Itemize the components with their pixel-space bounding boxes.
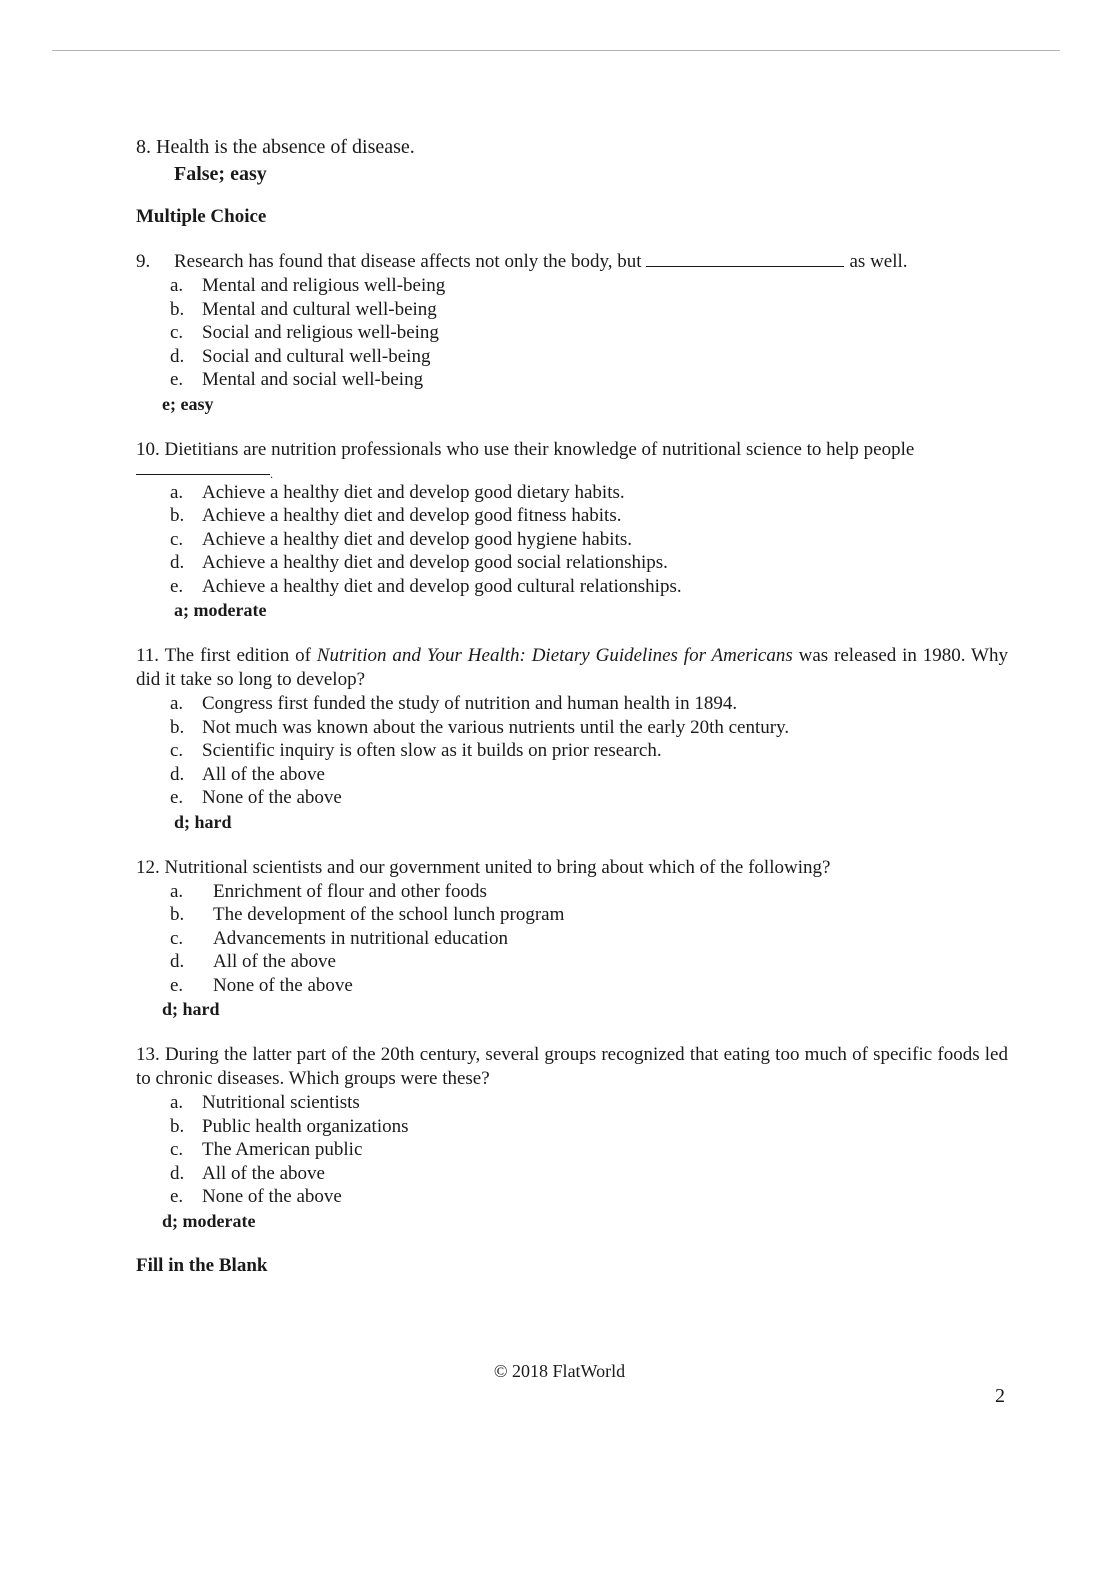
option-letter: a. — [170, 275, 184, 296]
option-d — [136, 345, 1008, 369]
option-text: All of the above — [213, 951, 336, 972]
option-d — [136, 950, 1008, 974]
option-a — [136, 880, 1008, 904]
option-text: All of the above — [202, 1162, 325, 1184]
option-text: Achieve a healthy diet and develop good hygiene habits. — [202, 528, 633, 550]
question-11-answer: d; hard — [174, 811, 232, 832]
option-letter: c. — [170, 1139, 184, 1160]
question-number: 13. — [136, 1044, 160, 1065]
option-c — [136, 321, 1008, 345]
option-text: Social and cultural well-being — [202, 345, 431, 367]
question-10-stem — [136, 438, 1008, 462]
option-letter: d. — [170, 1162, 185, 1184]
question-12-answer: d; hard — [162, 999, 220, 1019]
option-letter: c. — [170, 740, 184, 761]
question-13-answer: d; moderate — [162, 1210, 256, 1231]
option-text: Achieve a healthy diet and develop good dietary habits. — [202, 481, 625, 503]
option-letter: a. — [170, 1092, 184, 1113]
option-text: Enrichment of flour and other foods — [213, 880, 487, 902]
option-letter: d. — [170, 951, 185, 972]
option-letter: c. — [170, 927, 184, 949]
option-c — [136, 739, 1008, 763]
option-letter: e. — [170, 369, 184, 390]
answer-blank — [646, 250, 844, 267]
question-11-stem — [136, 644, 1008, 692]
option-text: None of the above — [213, 974, 353, 996]
option-a — [136, 274, 1008, 298]
section-heading-fill-in-blank: Fill in the Blank — [136, 1254, 268, 1276]
option-d — [136, 763, 1008, 787]
publication-title: Nutrition and Your Health: Dietary Guidelines for Americans — [316, 645, 793, 666]
question-8 — [136, 134, 1008, 188]
option-text: All of the above — [202, 763, 325, 785]
option-d — [136, 1162, 1008, 1186]
option-list — [136, 274, 1008, 392]
option-letter: a. — [170, 481, 184, 503]
option-a — [136, 692, 1008, 716]
question-text-after: was released in 1980. Why did it take so long to develop? — [136, 645, 1008, 690]
option-text: The development of the school lunch program — [213, 904, 565, 925]
question-9 — [136, 250, 1008, 416]
question-number: 11. — [136, 645, 160, 666]
option-e — [136, 786, 1008, 810]
option-letter: a. — [170, 693, 184, 714]
option-letter: e. — [170, 787, 184, 808]
question-10-answer: a; moderate — [174, 600, 267, 620]
question-10 — [136, 438, 1008, 623]
option-text: The American public — [202, 1139, 363, 1160]
option-text: Achieve a healthy diet and develop good social relationships. — [202, 552, 668, 573]
question-text-before: Research has found that disease affects not only the body, but — [174, 251, 642, 272]
option-letter: d. — [170, 552, 185, 573]
question-number: 9. — [136, 251, 151, 272]
option-letter: b. — [170, 904, 185, 925]
question-text: During the latter part of the 20th century, several groups recognized that eating too much of specific foods led to chronic diseases. Which groups were these? — [136, 1044, 1008, 1089]
question-13 — [136, 1043, 1008, 1233]
answer-blank — [136, 462, 270, 475]
option-letter: b. — [170, 505, 185, 526]
option-letter: b. — [170, 1115, 185, 1137]
option-e — [136, 575, 1008, 599]
question-13-stem — [136, 1043, 1008, 1091]
question-text-before: The first edition of — [164, 645, 311, 666]
option-list — [136, 481, 1008, 599]
option-b — [136, 716, 1008, 740]
question-8-stem — [136, 134, 1008, 160]
option-a — [136, 1091, 1008, 1115]
option-b — [136, 504, 1008, 528]
option-text: Achieve a healthy diet and develop good fitness habits. — [202, 505, 622, 526]
option-letter: c. — [170, 528, 184, 550]
option-text: Scientific inquiry is often slow as it builds on prior research. — [202, 740, 662, 761]
option-b — [136, 903, 1008, 927]
option-text: Not much was known about the various nutrients until the early 20th century. — [202, 716, 790, 738]
option-letter: d. — [170, 345, 185, 367]
option-b — [136, 298, 1008, 322]
page-content — [136, 134, 1008, 1277]
option-list — [136, 692, 1008, 810]
option-text: Congress first funded the study of nutrition and human health in 1894. — [202, 693, 738, 714]
option-letter: a. — [170, 880, 184, 902]
option-e — [136, 1185, 1008, 1209]
option-b — [136, 1115, 1008, 1139]
question-number: 10. — [136, 438, 160, 460]
footer-copyright: © 2018 FlatWorld — [493, 1361, 626, 1381]
option-letter: b. — [170, 298, 185, 320]
blank-period: . — [270, 466, 273, 481]
section-heading-multiple-choice: Multiple Choice — [136, 206, 267, 227]
option-letter: e. — [170, 575, 184, 597]
option-text: Mental and cultural well-being — [202, 298, 437, 320]
option-list — [136, 1091, 1008, 1209]
option-letter: d. — [170, 763, 185, 785]
question-text-after: as well. — [849, 251, 908, 272]
question-8-answer: False; easy — [174, 163, 267, 185]
option-text: None of the above — [202, 787, 342, 808]
option-c — [136, 528, 1008, 552]
question-number: 8. — [136, 136, 151, 158]
option-letter: b. — [170, 716, 185, 738]
header-rule — [52, 50, 1060, 51]
option-a — [136, 481, 1008, 505]
option-text: Nutritional scientists — [202, 1092, 360, 1113]
option-e — [136, 368, 1008, 392]
option-text: None of the above — [202, 1186, 342, 1207]
question-text: Nutritional scientists and our government united to bring about which of the following? — [164, 856, 831, 878]
question-11 — [136, 644, 1008, 834]
option-text: Mental and religious well-being — [202, 275, 446, 296]
option-text: Public health organizations — [202, 1115, 409, 1137]
option-c — [136, 1138, 1008, 1162]
question-text: Health is the absence of disease. — [156, 136, 415, 158]
option-d — [136, 551, 1008, 575]
option-letter: e. — [170, 1186, 184, 1207]
option-c — [136, 927, 1008, 951]
question-12 — [136, 856, 1008, 1022]
option-text: Mental and social well-being — [202, 369, 424, 390]
page-number: 2 — [995, 1385, 1005, 1407]
question-9-answer: e; easy — [162, 393, 214, 414]
question-9-stem — [136, 250, 1008, 274]
question-12-stem — [136, 856, 1008, 880]
option-text: Achieve a healthy diet and develop good cultural relationships. — [202, 575, 682, 597]
option-list — [136, 880, 1008, 998]
question-number: 12. — [136, 856, 160, 878]
option-letter: e. — [170, 974, 184, 996]
option-text: Advancements in nutritional education — [213, 927, 508, 949]
question-text: Dietitians are nutrition professionals who use their knowledge of nutritional science to help people — [164, 438, 915, 460]
option-e — [136, 974, 1008, 998]
option-letter: c. — [170, 322, 184, 343]
option-text: Social and religious well-being — [202, 322, 439, 343]
